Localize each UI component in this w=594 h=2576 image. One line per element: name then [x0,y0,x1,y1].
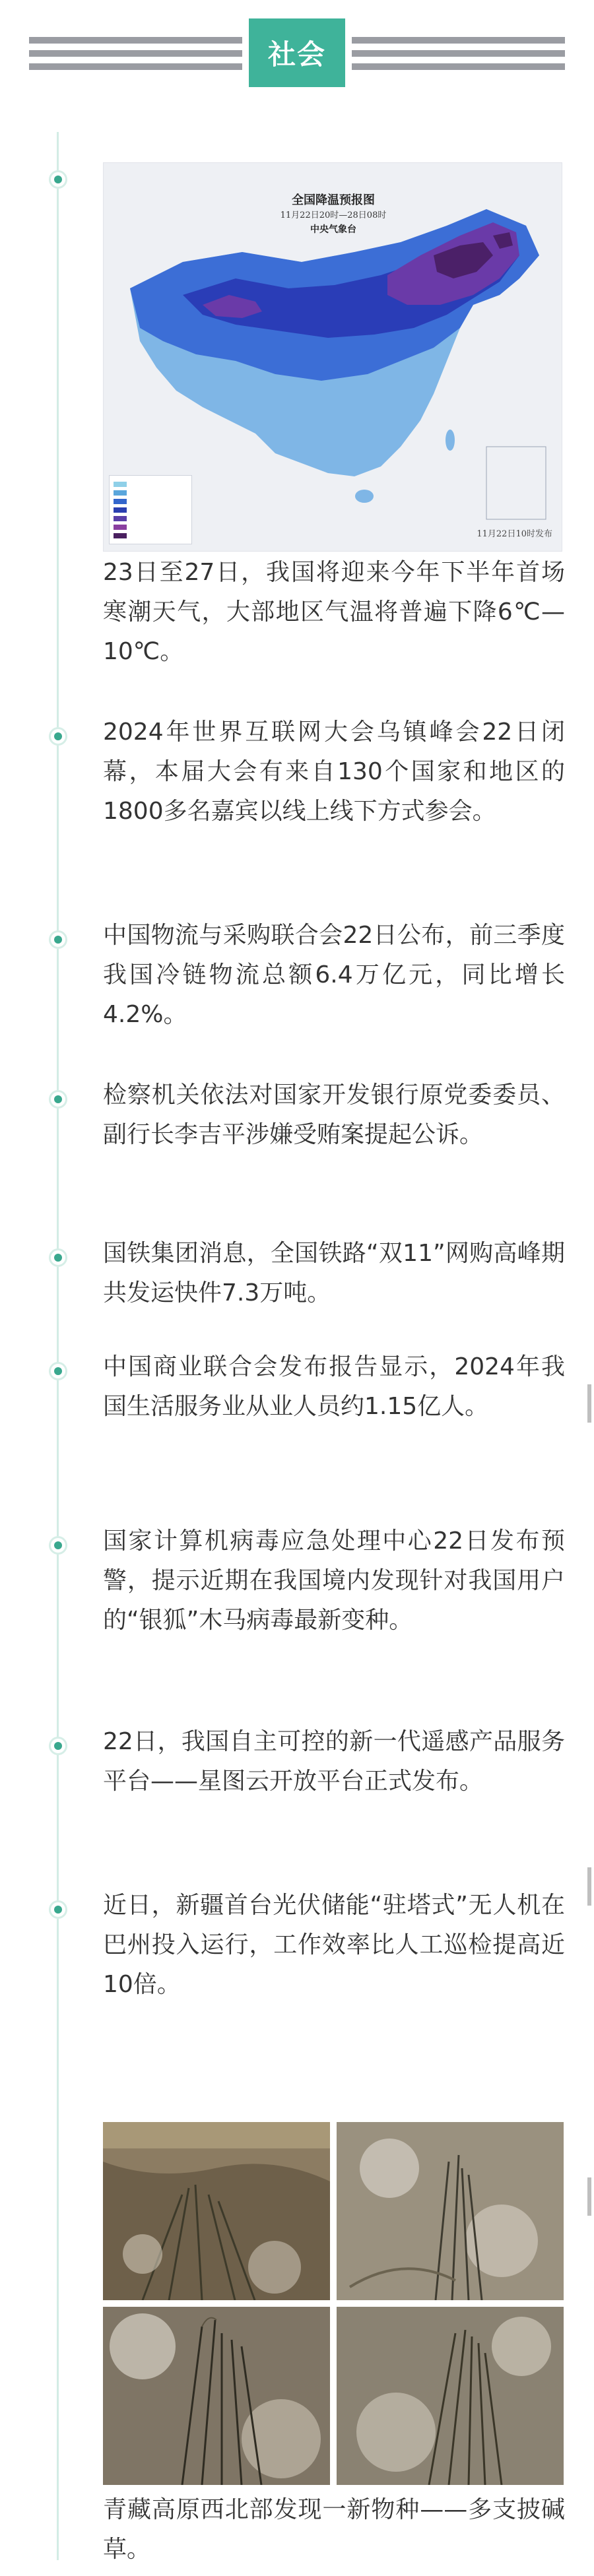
timeline-dot [49,1900,67,1919]
legend-swatch [114,533,127,538]
legend-entry [114,531,187,540]
timeline-line [57,132,59,2560]
scrollbar-hint[interactable] [587,2177,591,2216]
news-item: 23日至27日，我国将迎来今年下半年首场寒潮天气，大部地区气温将普遍下降6℃—10℃。 [103,559,565,665]
timeline-dot [49,930,67,949]
timeline-dot [49,1090,67,1109]
legend-entry [114,523,187,531]
news-item: 22日，我国自主可控的新一代遥感产品服务平台——星图云开放平台正式发布。 [103,1728,565,1795]
timeline-dot [49,1362,67,1380]
news-item: 中国物流与采购联合会22日公布，前三季度我国冷链物流总额6.4万亿元，同比增长4.2%。 [103,922,565,1028]
news-item: 2024年世界互联网大会乌镇峰会22日闭幕，本届大会有来自130个国家和地区的1800多名嘉宾以线上线下方式参会。 [103,719,565,825]
photo-caption: 青藏高原西北部发现一新物种——多支披碱草。 [103,2496,565,2563]
legend-swatch [114,525,127,530]
grass-photo [337,2122,564,2300]
grass-photo-collage [103,2122,564,2485]
section-header [0,0,594,99]
scrollbar-hint[interactable] [587,1384,591,1423]
section-tag [242,12,352,94]
map-legend [109,475,192,544]
timeline-dot [49,1737,67,1755]
legend-entry [114,480,187,488]
grass-photo [103,2122,330,2300]
legend-swatch [114,482,127,487]
news-item: 近日，新疆首台光伏储能“驻塔式”无人机在巴州投入运行，工作效率比人工巡检提高近10倍。 [103,1892,565,1998]
map-date-range: 11月22日20时—28日08时 [280,210,387,220]
news-item: 国铁集团消息，全国铁路“双11”网购高峰期共发运快件7.3万吨。 [103,1240,565,1306]
news-item: 国家计算机病毒应急处理中心22日发布预警，提示近期在我国境内发现针对我国用户的“银狐”木马病毒最新变种。 [103,1528,565,1634]
grass-photo [103,2307,330,2485]
legend-swatch [114,490,127,496]
timeline-dot [49,1536,67,1555]
legend-entry [114,505,187,514]
legend-entry [114,488,187,497]
timeline-dot [49,1248,67,1267]
scrollbar-hint[interactable] [587,1867,591,1906]
grass-photo [337,2307,564,2485]
legend-swatch [114,499,127,504]
legend-swatch [114,507,127,513]
cooling-forecast-map [103,162,562,552]
legend-entry [114,514,187,523]
news-item: 中国商业联合会发布报告显示，2024年我国生活服务业从业人员约1.15亿人。 [103,1353,565,1420]
map-publish-note: 11月22日10时发布 [477,529,552,539]
map-title: 全国降温预报图 [292,193,375,207]
timeline-dot [49,727,67,746]
map-organization: 中央气象台 [310,224,356,235]
news-item: 检察机关依法对国家开发银行原党委委员、副行长李吉平涉嫌受贿案提起公诉。 [103,1081,565,1148]
legend-entry [114,497,187,505]
legend-swatch [114,516,127,521]
timeline-dot [49,170,67,189]
section-label: 社会 [249,18,345,87]
